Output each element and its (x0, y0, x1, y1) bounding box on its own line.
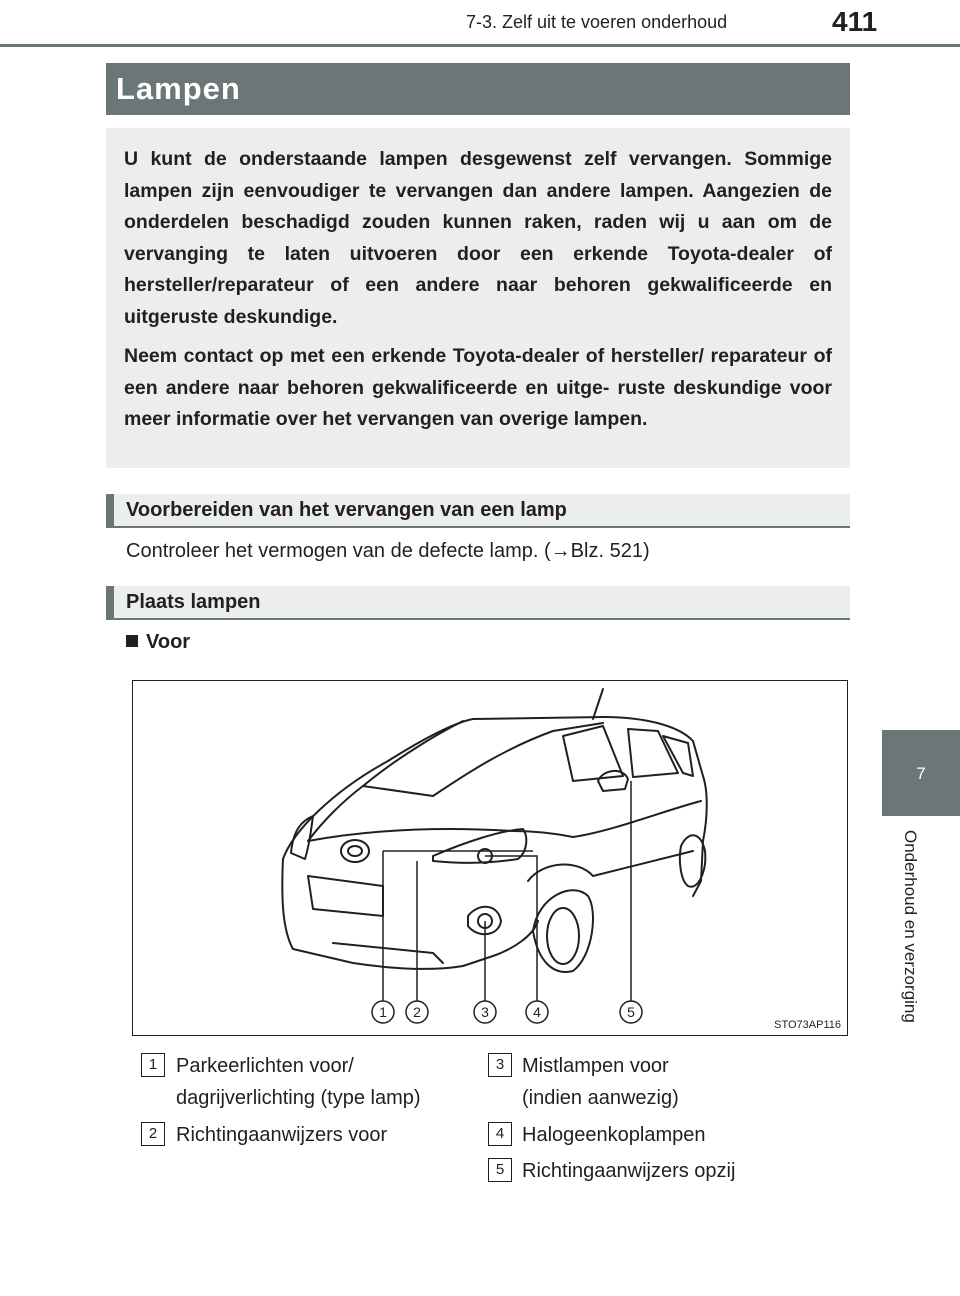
car-illustration (133, 681, 848, 1036)
intro-box (106, 128, 850, 468)
bullet-square-icon (126, 635, 138, 647)
legend-item-5 (522, 1155, 735, 1187)
figure-code: STO73AP116 (774, 1019, 841, 1031)
callout-label-1: 1 (379, 1004, 387, 1020)
running-header: 7-3. Zelf uit te voeren onderhoud (466, 12, 728, 32)
legend-num-3: 3 (488, 1053, 512, 1077)
legend-2-line1: Richtingaanwijzers voor (176, 1124, 388, 1146)
intro-paragraph-1: U kunt de onderstaande lampen desgewenst zelf vervangen. Sommige lampen zijn eenvoudiger te vervangen dan andere lampen. Aangezien de onderdelen beschadigd zouden kunnen raken, raden wij u aan om de vervanging te laten uitvoeren door een erkende Toyota-dealer of hersteller/reparateur of een andere naar behoren gekwalificeerde en uitgeruste deskundige. (124, 148, 832, 328)
legend-3-line1: Mistlampen voor (522, 1055, 669, 1077)
voor-label: Voor (146, 631, 191, 653)
voor-subheading (126, 631, 190, 654)
legend-4-line1: Halogeenkoplampen (522, 1124, 706, 1146)
intro-paragraph-2: Neem contact op met een erkende Toyota-dealer of hersteller/ reparateur of een andere naar behoren gekwalificeerde en uitge- ruste deskundige voor meer informatie over het vervangen van overige lampen. (124, 345, 832, 430)
section-title: Lampen (106, 63, 850, 115)
car-figure (132, 680, 848, 1036)
chapter-title: Onderhoud en verzorging (901, 830, 920, 1023)
legend-1-line2: dagrijverlichting (type lamp) (176, 1087, 421, 1109)
legend-5-line1: Richtingaanwijzers opzij (522, 1160, 736, 1182)
legend-num-2: 2 (141, 1122, 165, 1146)
legend-num-4: 4 (488, 1122, 512, 1146)
legend-3-line2: (indien aanwezig) (522, 1087, 679, 1109)
locations-heading: Plaats lampen (106, 586, 850, 620)
chapter-number: 7 (916, 764, 926, 783)
callout-label-4: 4 (533, 1004, 541, 1020)
legend-item-4 (522, 1119, 705, 1151)
legend-item-1 (176, 1050, 421, 1114)
callout-label-3: 3 (481, 1004, 489, 1020)
legend-item-3 (522, 1050, 679, 1114)
legend-num-1: 1 (141, 1053, 165, 1077)
legend-1-line1: Parkeerlichten voor/ (176, 1055, 354, 1077)
header-rule (0, 44, 960, 47)
prep-text: Controleer het vermogen van de defecte lamp. (→Blz. 521) (126, 540, 650, 562)
callout-label-2: 2 (413, 1004, 421, 1020)
page-number: 411 (832, 6, 878, 37)
chapter-tab (882, 730, 960, 816)
callout-label-5: 5 (627, 1004, 635, 1020)
legend-num-5: 5 (488, 1158, 512, 1182)
legend-item-2 (176, 1119, 387, 1151)
prep-heading: Voorbereiden van het vervangen van een lamp (106, 494, 850, 528)
